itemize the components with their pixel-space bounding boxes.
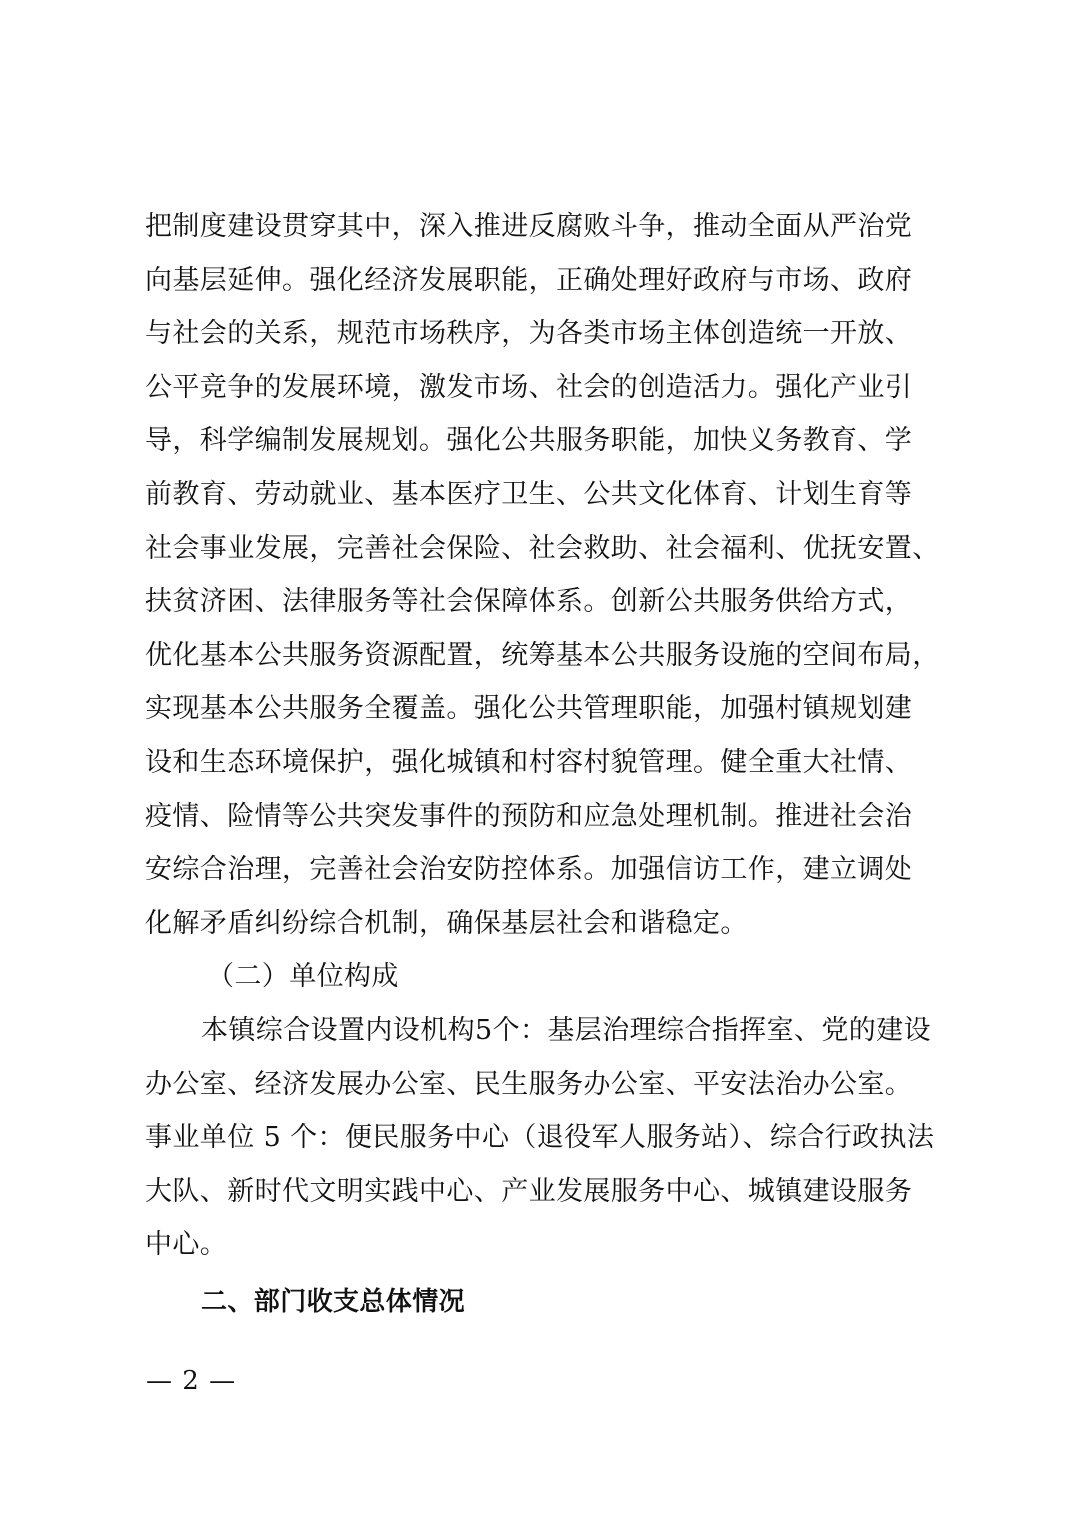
text-line: 办公室、经济发展办公室、民生服务办公室、平安法治办公室。	[145, 1068, 913, 1100]
text-line: 与社会的关系，规范市场秩序，为各类市场主体创造统一开放、	[145, 318, 913, 350]
text-line: 大队、新时代文明实践中心、产业发展服务中心、城镇建设服务	[145, 1175, 913, 1207]
paragraph-unit-composition	[145, 1004, 945, 1272]
text-line: 公平竞争的发展环境，激发市场、社会的创造活力。强化产业引	[145, 371, 913, 403]
text-line: 化解矛盾纠纷综合机制，确保基层社会和谐稳定。	[145, 907, 748, 939]
page-number: — 2 —	[146, 1366, 237, 1396]
text-line: 设和生态环境保护，强化城镇和村容村貌管理。健全重大社情、	[145, 746, 913, 778]
text-line: 前教育、劳动就业、基本医疗卫生、公共文化体育、计划生育等	[145, 478, 913, 510]
text-line: 安综合治理，完善社会治安防控体系。加强信访工作，建立调处	[145, 854, 913, 886]
text-line: 疫情、险情等公共突发事件的预防和应急处理机制。推进社会治	[145, 800, 913, 832]
text-line: 导，科学编制发展规划。强化公共服务职能，加快义务教育、学	[145, 425, 913, 457]
section-heading: 二、部门收支总体情况	[201, 1286, 466, 1317]
text-line: 把制度建设贯穿其中，深入推进反腐败斗争，推动全面从严治党	[145, 211, 913, 242]
text-line: 本镇综合设置内设机构5个：基层治理综合指挥室、党的建设	[201, 1014, 931, 1046]
body-text	[145, 200, 945, 1329]
text-line: 优化基本公共服务资源配置，统筹基本公共服务设施的空间布局，	[145, 639, 940, 671]
text-line: 扶贫济困、法律服务等社会保障体系。创新公共服务供给方式，	[145, 586, 913, 618]
subheading-unit-composition: （二）单位构成	[207, 961, 399, 993]
text-line: 社会事业发展，完善社会保险、社会救助、社会福利、优抚安置、	[145, 532, 940, 564]
text-line: 向基层延伸。强化经济发展职能，正确处理好政府与市场、政府	[145, 264, 913, 296]
text-line: 中心。	[145, 1229, 228, 1261]
paragraph-functions	[145, 200, 945, 950]
text-line: 实现基本公共服务全覆盖。强化公共管理职能，加强村镇规划建	[145, 693, 913, 725]
text-line: 事业单位 5 个：便民服务中心（退役军人服务站）、综合行政执法	[145, 1122, 935, 1154]
